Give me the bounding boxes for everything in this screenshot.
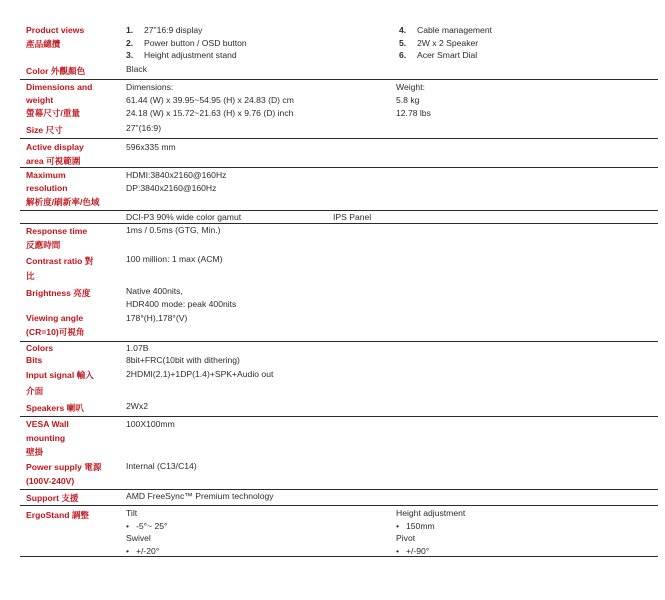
tilt-value: • -5°~ 25° bbox=[126, 520, 168, 531]
row-color bbox=[20, 62, 658, 78]
dimensions-label-2: weight bbox=[26, 95, 54, 105]
product-views-label-en: Product views bbox=[26, 25, 85, 35]
vesa-label-2: mounting bbox=[26, 433, 66, 443]
viewing-label-1: Viewing angle bbox=[26, 313, 84, 323]
row-size bbox=[20, 121, 658, 139]
row-product-views bbox=[20, 24, 658, 64]
contrast-label-1: Contrast ratio 對 bbox=[26, 256, 94, 266]
speakers-label: Speakers 喇叭 bbox=[26, 403, 84, 413]
height-head: Height adjustment bbox=[396, 508, 466, 518]
active-area-label-1: Active display bbox=[26, 142, 84, 152]
color-label: Color 外觀顏色 bbox=[26, 66, 86, 76]
row-viewing-angle bbox=[20, 311, 658, 341]
brightness-hdr: HDR400 mode: peak 400nits bbox=[126, 299, 237, 309]
height-value: • 150mm bbox=[396, 520, 435, 531]
row-vesa bbox=[20, 416, 658, 459]
swivel-head: Swivel bbox=[126, 533, 151, 543]
size-label: Size 尺寸 bbox=[26, 125, 63, 135]
max-res-hdmi: HDMI:3840x2160@160Hz bbox=[126, 170, 227, 180]
product-view-item-4: 4. Cable management bbox=[399, 25, 493, 35]
active-area-label-2: area 可視範圍 bbox=[26, 156, 81, 166]
dimensions-head: Dimensions: bbox=[126, 82, 174, 92]
bullet-icon: • bbox=[126, 520, 130, 531]
bullet-icon: • bbox=[126, 545, 130, 556]
contrast-value: 100 million: 1 max (ACM) bbox=[126, 254, 223, 264]
support-value: AMD FreeSync™ Premium technology bbox=[126, 491, 274, 501]
vesa-value: 100X100mm bbox=[126, 419, 175, 429]
product-view-item-3: 3. Height adjustment stand bbox=[126, 50, 237, 60]
row-power bbox=[20, 459, 658, 489]
row-input-signal bbox=[20, 368, 658, 400]
power-label-1: Power supply 電源 bbox=[26, 462, 102, 472]
colors-label: Colors bbox=[26, 343, 54, 353]
brightness-label: Brightness 亮度 bbox=[26, 288, 91, 298]
vesa-label-3: 壁掛 bbox=[26, 447, 44, 457]
viewing-label-2: (CR=10)可視角 bbox=[26, 327, 85, 337]
size-value: 27"(16:9) bbox=[126, 123, 162, 133]
product-view-item-6: 6. Acer Smart Dial bbox=[399, 50, 478, 60]
row-ergostand bbox=[20, 505, 658, 557]
weight-head: Weight: bbox=[396, 82, 425, 92]
dimensions-label-1: Dimensions and bbox=[26, 82, 93, 92]
ergostand-label: ErgoStand 調整 bbox=[26, 510, 90, 520]
bits-label: Bits bbox=[26, 355, 43, 365]
row-support bbox=[20, 489, 658, 505]
row-response-time bbox=[20, 223, 658, 253]
response-label-1: Response time bbox=[26, 226, 88, 236]
response-label-2: 反應時間 bbox=[26, 240, 61, 250]
max-res-label-3: 解析度/刷新率/色域 bbox=[26, 197, 100, 207]
active-area-value: 596x335 mm bbox=[126, 142, 176, 152]
speakers-value: 2Wx2 bbox=[126, 401, 148, 411]
tilt-head: Tilt bbox=[126, 508, 138, 518]
pivot-value: • +/-90° bbox=[396, 545, 430, 556]
contrast-label-2: 比 bbox=[26, 271, 35, 281]
weight-kg: 5.8 kg bbox=[396, 95, 420, 105]
product-view-item-5: 5. 2W x 2 Speaker bbox=[399, 37, 479, 48]
row-gamut bbox=[20, 210, 658, 224]
brightness-native: Native 400nits, bbox=[126, 286, 183, 296]
product-views-label-zh: 產品總攬 bbox=[26, 39, 61, 49]
viewing-value: 178°(H),178°(V) bbox=[126, 313, 188, 323]
bullet-icon: • bbox=[396, 545, 400, 556]
max-res-label-1: Maximum bbox=[26, 170, 66, 180]
swivel-value: • +/-20° bbox=[126, 545, 160, 556]
max-res-dp: DP:3840x2160@160Hz bbox=[126, 182, 217, 193]
row-speakers bbox=[20, 400, 658, 416]
power-value: Internal (C13/C14) bbox=[126, 461, 197, 471]
vesa-label-1: VESA Wall bbox=[26, 419, 69, 429]
gamut-value: DCI-P3 90% wide color gamut bbox=[126, 212, 242, 222]
row-bits bbox=[20, 354, 658, 368]
input-value: 2HDMI(2.1)+1DP(1.4)+SPK+Audio out bbox=[126, 369, 274, 379]
panel-value: IPS Panel bbox=[333, 212, 372, 222]
table-bottom-rule bbox=[20, 556, 658, 557]
product-view-item-2: 2. Power button / OSD button bbox=[126, 37, 247, 48]
dimensions-label-3: 螢幕尺寸/重量 bbox=[26, 108, 80, 118]
row-active-area bbox=[20, 138, 658, 168]
row-contrast bbox=[20, 253, 658, 285]
row-dimensions bbox=[20, 79, 658, 121]
input-label-2: 介面 bbox=[26, 386, 44, 396]
product-view-item-1: 1. 27"16:9 display bbox=[126, 25, 203, 35]
weight-lbs: 12.78 lbs bbox=[396, 107, 431, 118]
max-res-label-2: resolution bbox=[26, 183, 68, 193]
power-label-2: (100V-240V) bbox=[26, 476, 75, 486]
input-label-1: Input signal 輸入 bbox=[26, 370, 94, 380]
dimensions-cm: 61.44 (W) x 39.95~54.95 (H) x 24.83 (D) cm bbox=[126, 95, 294, 105]
colors-value: 1.07B bbox=[126, 343, 149, 353]
pivot-head: Pivot bbox=[396, 533, 416, 543]
color-value: Black bbox=[126, 64, 148, 74]
bullet-icon: • bbox=[396, 520, 400, 531]
row-max-resolution bbox=[20, 167, 658, 209]
bits-value: 8bit+FRC(10bit with dithering) bbox=[126, 355, 240, 365]
row-colors bbox=[20, 341, 658, 355]
dimensions-inch: 24.18 (W) x 15.72~21.63 (H) x 9.76 (D) inch bbox=[126, 107, 294, 118]
row-brightness bbox=[20, 285, 658, 312]
support-label: Support 支援 bbox=[26, 493, 79, 503]
response-value: 1ms / 0.5ms (GTG, Min.) bbox=[126, 225, 221, 235]
